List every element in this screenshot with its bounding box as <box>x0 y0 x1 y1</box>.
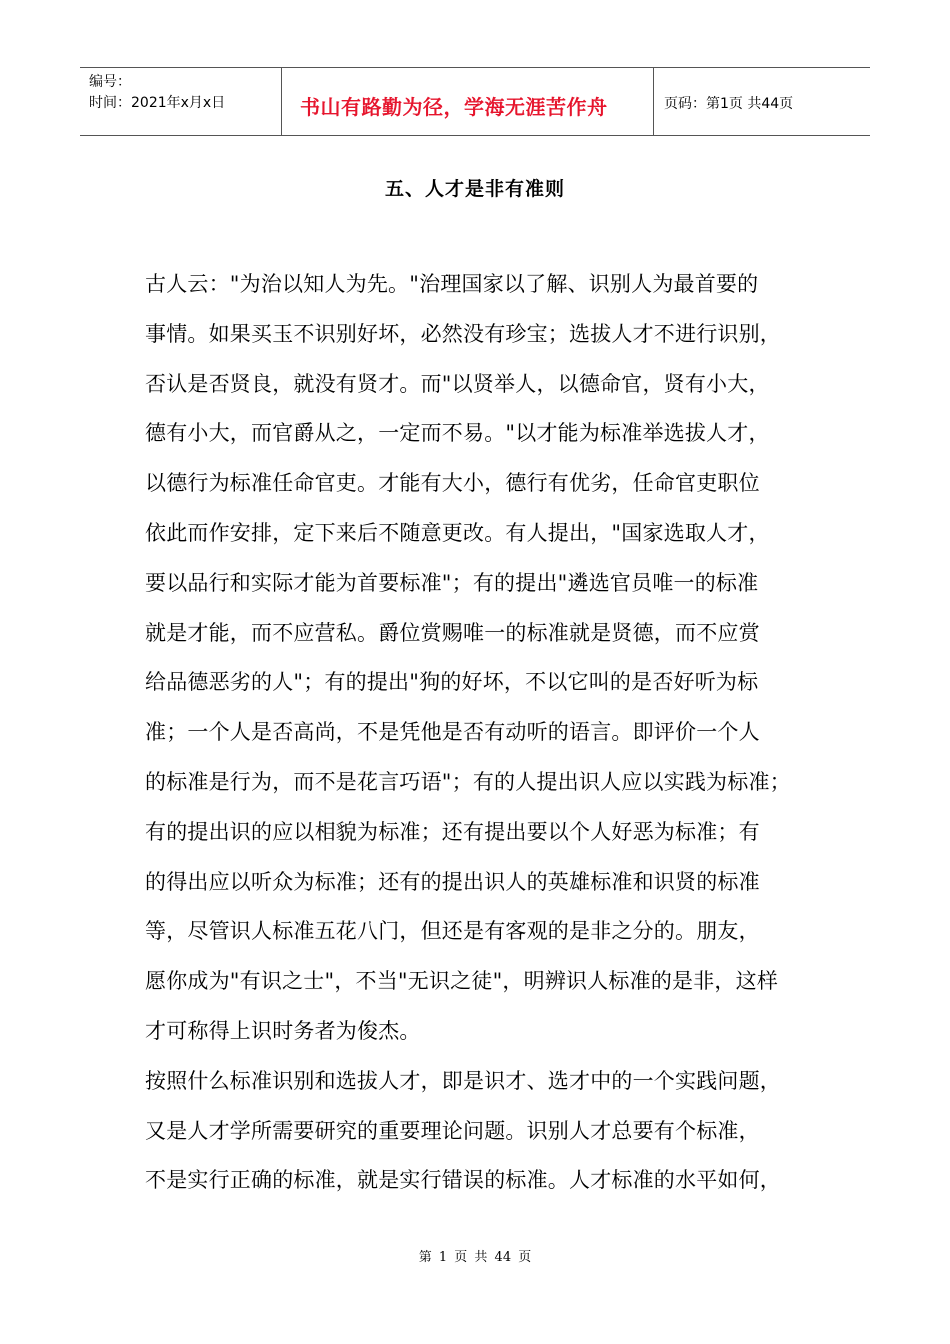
header-page-cell <box>654 68 870 135</box>
body-line: 按照什么标准识别和选拔人才，即是识才、选才中的一个实践问题， <box>145 1068 781 1093</box>
body-line: 否认是否贤良，就没有贤才。而"以贤举人，以德命官，贤有小大， <box>145 371 770 396</box>
body-line: 愿你成为"有识之士"，不当"无识之徒"，明辨识人标准的是非，这样 <box>145 969 779 994</box>
body-line: 的标准是行为，而不是花言巧语"；有的人提出识人应以实践为标准； <box>145 769 791 794</box>
body-line: 古人云："为治以知人为先。"治理国家以了解、识别人为最首要的 <box>145 272 759 296</box>
body-line: 又是人才学所需要研究的重要理论问题。识别人才总要有个标准， <box>145 1118 760 1143</box>
body-line: 给品德恶劣的人"；有的提出"狗的好坏，不以它叫的是否好听为标 <box>145 670 759 695</box>
body-line: 以德行为标准任命官吏。才能有大小，德行有优劣，任命官吏职位 <box>145 471 760 496</box>
body-line: 等，尽管识人标准五花八门，但还是有客观的是非之分的。朋友， <box>145 919 760 944</box>
body-line: 德有小大，而官爵从之，一定而不易。"以才能为标准举选拔人才， <box>145 421 770 446</box>
header-meta-cell <box>80 68 282 135</box>
body-line: 就是才能，而不应营私。爵位赏赐唯一的标准就是贤德，而不应赏 <box>145 620 760 645</box>
page-footer: 第 1 页 共 44 页 <box>418 1250 532 1265</box>
body-line: 有的提出识的应以相貌为标准；还有提出要以个人好恶为标准；有 <box>145 819 760 844</box>
document-body <box>145 260 825 1206</box>
body-line: 事情。如果买玉不识别好坏，必然没有珍宝；选拔人才不进行识别， <box>145 321 781 346</box>
header-motto: 书山有路勤为径，学海无涯苦作舟 <box>300 95 608 119</box>
body-line: 的得出应以听众为标准；还有的提出识人的英雄标准和识贤的标准 <box>145 869 760 894</box>
body-line: 才可称得上识时务者为俊杰。 <box>145 1018 421 1043</box>
header-page-info: 页码：第1页 共44页 <box>664 96 794 112</box>
document-time-label: 时间：2021年x月x日 <box>89 95 226 111</box>
body-line: 依此而作安排，定下来后不随意更改。有人提出，"国家选取人才， <box>145 520 770 545</box>
header-table <box>80 67 870 136</box>
document-title: 五、人才是非有准则 <box>384 178 565 200</box>
body-line: 不是实行正确的标准，就是实行错误的标准。人才标准的水平如何， <box>145 1168 781 1193</box>
header-motto-cell <box>282 68 654 135</box>
document-number-label: 编号： <box>89 74 131 90</box>
body-line: 准；一个人是否高尚，不是凭他是否有动听的语言。即评价一个人 <box>145 720 760 745</box>
body-line: 要以品行和实际才能为首要标准"；有的提出"遴选官员唯一的标准 <box>145 570 759 595</box>
